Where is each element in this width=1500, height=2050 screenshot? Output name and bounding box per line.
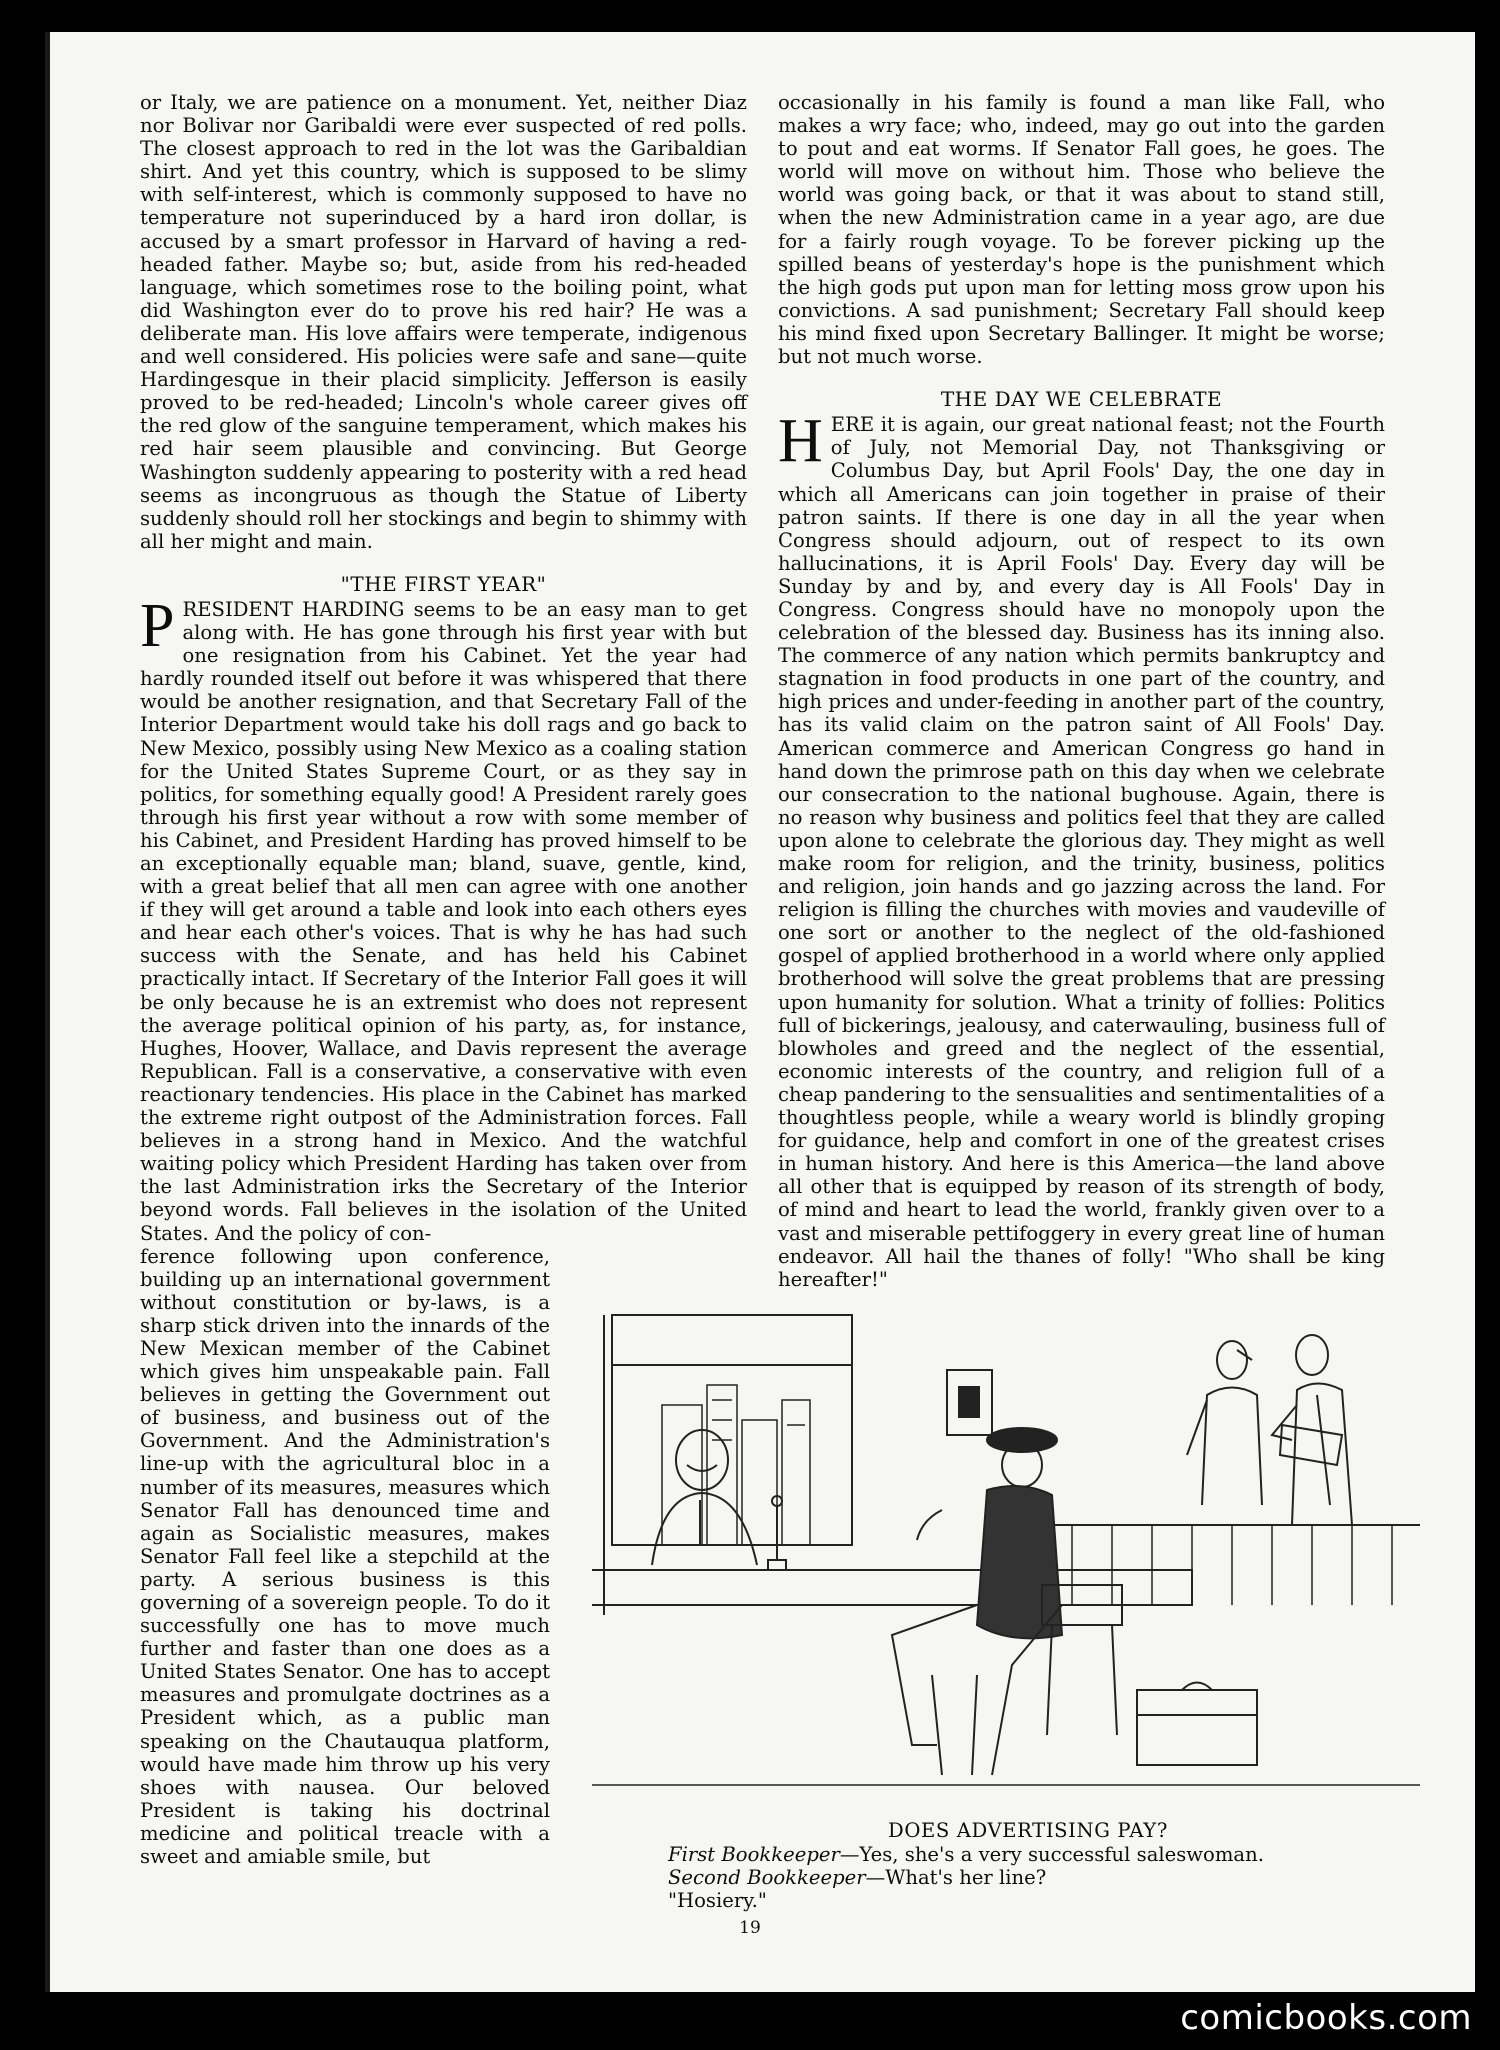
cartoon-title: DOES ADVERTISING PAY? (888, 1819, 1168, 1842)
ledger-paper (1280, 1425, 1342, 1465)
cartoon-caption (668, 1819, 1388, 1912)
first-year-paragraph (140, 591, 747, 1245)
page-spine-edge (45, 32, 50, 1992)
city-buildings (662, 1385, 810, 1545)
first-year-narrow-paragraph: ference following upon conference, building up an international government without constitution or by-laws, is a sharp stick driven into the innards of the New Mexican member of the Cabinet which gives him unspeakable pain. Fall believes in getting the Government out of business, and business out of the Government. And the Administration's line-up with the agricultural bloc in a number of its measures, measures which Senator Fall has denounced time and again as Socialistic measures, makes Senator Fall feel like a stepchild at the party. A serious business is this governing of a sovereign people. To do it successfully one has to move much further and faster than one does as a United States Senator. One has to accept measures and promulgate doctrines as a President which, as a public man speaking on the Chautauqua platform, would have made him throw up his very shoes with nausea. Our beloved President is taking his doctrinal medicine and political treacle with a sweet and amiable smile, but (140, 1244, 550, 1869)
celebrate-body: ERE it is again, our great national feast; not the Fourth of July, not Memorial Day, not Thanksgiving or Columbus Day, but April Fools' Day, the one day in which all Americans can join together in praise of their patron saints. If there is one day in all the year when Congress should adjourn, out of respect to its own hallucinations, it is April Fools' Day. Every day will be Sunday by and by, and every day is All Fools' Day in Congress. Congress should have no monopoly upon the celebration of the blessed day. Business has its inning also. The commerce of any nation which permits bankruptcy and stagnation in food products in one part of the country, and high prices and under-feeding in another part of the country, has its valid claim on the patron saint of All Fools' Day. American commerce and American Congress go hand in hand down the primrose path on this day when we celebrate our consecration to the national bughouse. Again, there is no reason why business and politics feel that they are called upon alone to celebrate the glorious day. They might as well make room for religion, and the trinity, business, politics and religion, join hands and go jazzing across the land. For religion is filling the churches with movies and vaudeville of one sort or another to the neglect of the old-fashioned gospel of applied brotherhood in a world where only applied brotherhood will solve the great problems that are pressing upon humanity for solution. What a trinity of follies: Politics full of bickerings, jealousy, and caterwauling, business full of blowholes and greed and the neglect of the essential, economic interests of the country, and religion full of a cheap pandering to the sensualities and sentimentalities of a thoughtless people, while a weary world is blindly groping for guidance, help and comfort in one of the greatest crises in human history. And here is this America—the land above all other that is equipped by reason of its strength of body, of mind and heart to lead the world, frankly given over to a vast and miserable pettifoggery in every great line of human endeavor. All hail the thanes of folly! "Who shall be king hereafter!" (778, 413, 1385, 1291)
caption-line-2-text: —What's her line? (865, 1866, 1047, 1889)
desk-telephone (768, 1496, 786, 1570)
speaker-second-bookkeeper: Second Bookkeeper (668, 1866, 866, 1889)
caption-line-1 (668, 1843, 1388, 1866)
continuation-paragraph: occasionally in his family is found a man like Fall, who makes a wry face; who, indeed, may go out into the garden to pout and eat worms. If Senator Fall goes, he goes. The world will move on without him. Those who believe the world was going back, or that it was about to stand still, when the new Administration came in a year ago, are due for a fairly rough voyage. To be forever picking up the spilled beans of yesterday's hope is the punishment which the high gods put upon man for letting moss grow upon his convictions. A sad punishment; Secretary Fall should keep his mind fixed upon Secretary Ballinger. It might be worse; but not much worse. (778, 91, 1385, 369)
suitcase (1137, 1683, 1257, 1766)
section-heading-day-we-celebrate: THE DAY WE CELEBRATE (940, 387, 1223, 412)
watermark-text: comicbooks.com (1180, 1998, 1472, 2038)
celebrate-paragraph (778, 407, 1385, 1291)
drop-cap-h: H (778, 407, 823, 476)
woman-with-hat (892, 1428, 1062, 1775)
cartoon-illustration (592, 1305, 1420, 1815)
section-heading-first-year: "THE FIRST YEAR" (340, 571, 547, 596)
caption-line-1-text: —Yes, she's a very successful saleswoman. (839, 1843, 1264, 1866)
right-column (778, 91, 1385, 1291)
counter (592, 1570, 1192, 1605)
standing-bookkeeper-1 (1187, 1341, 1262, 1505)
caption-line-2 (668, 1866, 1388, 1889)
speaker-first-bookkeeper: First Bookkeeper (668, 1843, 840, 1866)
intro-paragraph: or Italy, we are patience on a monument. Yet, neither Diaz nor Bolivar nor Garibaldi were ever suspected of red polls. The closest approach to red in the lot was the Garibaldian shirt. And yet this country, which is supposed to be slimy with self-interest, which is commonly supposed to have no temperature not superinduced by a hard iron dollar, is accused by a smart professor in Harvard of having a red-headed father. Maybe so; but, aside from his red-headed language, which sometimes rose to the boiling point, what did Washington ever do to prove his red hair? He was a deliberate man. His love affairs were temperate, indigenous and well considered. His policies were safe and sane—quite Hardingesque in their placid simplicity. Jefferson is easily proved to be red-headed; Lincoln's whole career gives off the red glow of the sanguine temperament, which makes his red hair seem plausible and convincing. But George Washington suddenly appearing to posterity with a red head seems as incongruous as though the Statue of Liberty suddenly should roll her stockings and begin to shimmy with all her might and main. (140, 91, 747, 553)
teller-rail (1032, 1525, 1392, 1605)
drop-cap-p: P (140, 591, 175, 660)
page-number: 19 (739, 1918, 761, 1938)
caption-line-3: "Hosiery." (668, 1889, 767, 1912)
window-frame (612, 1315, 852, 1545)
first-year-body: RESIDENT HARDING seems to be an easy man to get along with. He has gone through his first year with but one resignation from his Cabinet. Yet the year had hardly rounded itself out before it was whispered that there would be another resignation, and that Secretary Fall of the Interior Department would take his doll rags and go back to New Mexico, possibly using New Mexico as a coaling station for the United States Supreme Court, or as they say in politics, for something equally good! A President rarely goes through his first year without a row with some member of his Cabinet, and President Harding has proved himself to be an exceptionally equable man; bland, suave, gentle, kind, with a great belief that all men can agree with one another if they will get around a table and look into each others eyes and hear each other's voices. That is why he has had such success with the Senate, and has held his Cabinet practically intact. If Secretary of the Interior Fall goes it will be only because he is an extremist who does not represent the average political opinion of his party, as, for instance, Hughes, Hoover, Wallace, and Davis represent the average Republican. Fall is a conservative, a conservative with even reactionary tendencies. His place in the Cabinet has marked the extreme right outpost of the Administration forces. Fall believes in a strong hand in Mexico. And the watchful waiting policy which President Harding has taken over from the last Administration irks the Secretary of the Interior beyond words. Fall believes in the isolation of the United States. And the policy of con- (140, 597, 747, 1245)
